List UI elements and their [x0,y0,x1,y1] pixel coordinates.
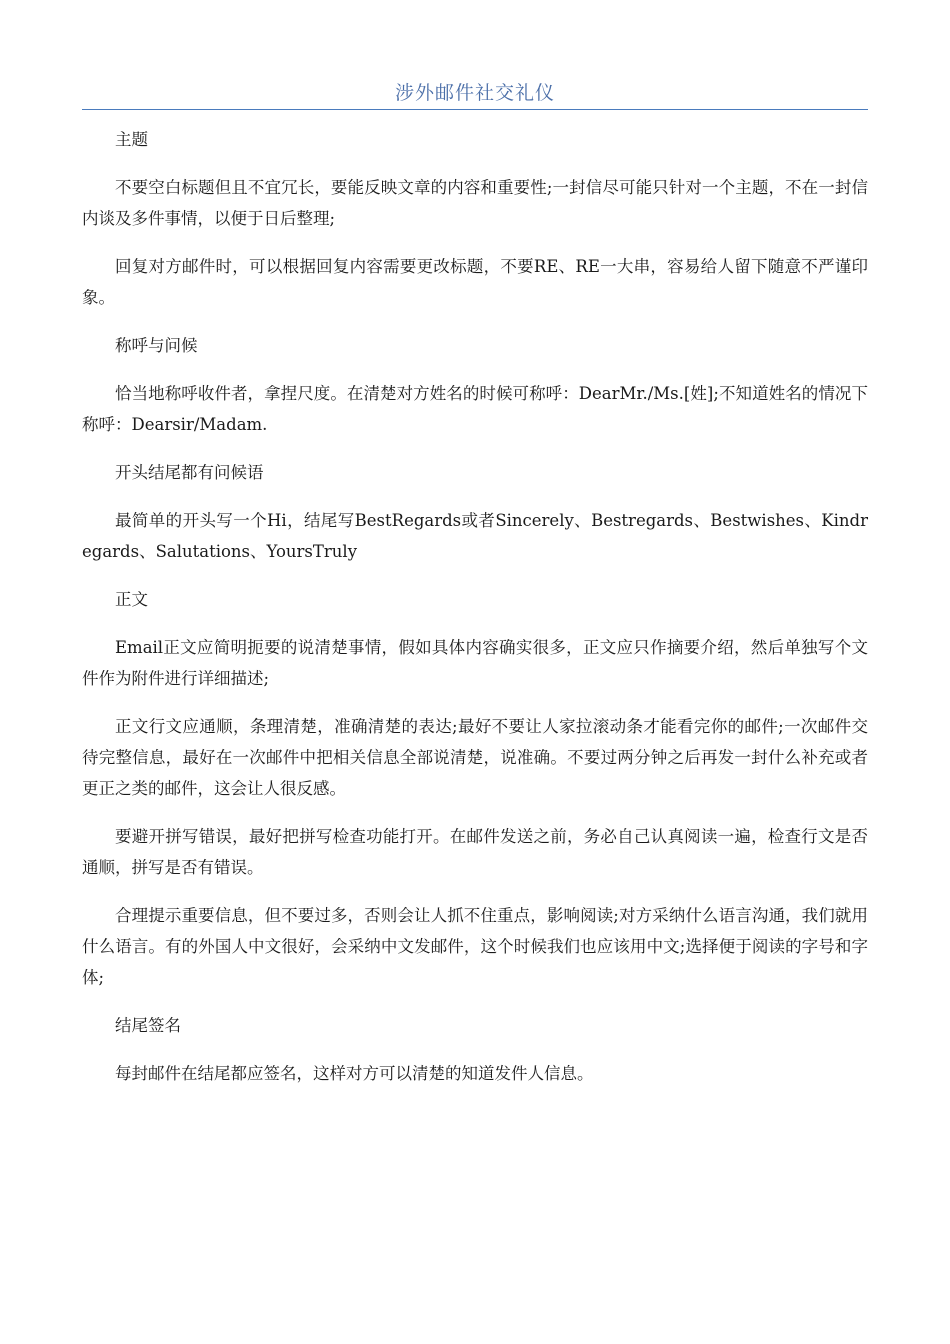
paragraph: 恰当地称呼收件者，拿捏尺度。在清楚对方姓名的时候可称呼：DearMr./Ms.[姓];不知道姓名的情况下称呼：Dearsir/Madam. [82,384,868,434]
paragraph: 合理提示重要信息，但不要过多，否则会让人抓不住重点，影响阅读;对方采纳什么语言沟通，我们就用什么语言。有的外国人中文很好，会采纳中文发邮件，这个时候我们也应该用中文;选择便于阅读的字号和字体; [82,906,868,987]
paragraph: 每封邮件在结尾都应签名，这样对方可以清楚的知道发件人信息。 [115,1064,594,1083]
section-heading-salutation: 称呼与问候 [115,336,198,355]
paragraph: 最简单的开头写一个Hi，结尾写BestRegards或者Sincerely、Bestregards、Bestwishes、Kindregards、Salutations、YoursTruly [82,511,868,561]
paragraph: 回复对方邮件时，可以根据回复内容需要更改标题，不要RE、RE一大串，容易给人留下随意不严谨印象。 [82,257,868,307]
document-title: 涉外邮件社交礼仪 [394,82,555,104]
paragraph: Email正文应简明扼要的说清楚事情，假如具体内容确实很多，正文应只作摘要介绍，然后单独写个文件作为附件进行详细描述; [82,638,868,688]
section-heading-signature: 结尾签名 [115,1016,181,1035]
paragraph: 要避开拼写错误，最好把拼写检查功能打开。在邮件发送之前，务必自己认真阅读一遍，检查行文是否通顺，拼写是否有错误。 [82,827,868,877]
paragraph: 不要空白标题但且不宜冗长，要能反映文章的内容和重要性;一封信尽可能只针对一个主题，不在一封信内谈及多件事情，以便于日后整理; [82,178,868,228]
paragraph: 正文行文应通顺，条理清楚，准确清楚的表达;最好不要让人家拉滚动条才能看完你的邮件;一次邮件交待完整信息，最好在一次邮件中把相关信息全部说清楚，说准确。不要过两分钟之后再发一封什么补充或者更正之类的邮件，这会让人很反感。 [82,717,868,798]
page-header [82,78,868,110]
document-body [82,124,868,1106]
section-heading-body: 正文 [115,590,148,609]
section-heading-greeting: 开头结尾都有问候语 [115,463,264,482]
section-heading-subject: 主题 [115,130,148,149]
